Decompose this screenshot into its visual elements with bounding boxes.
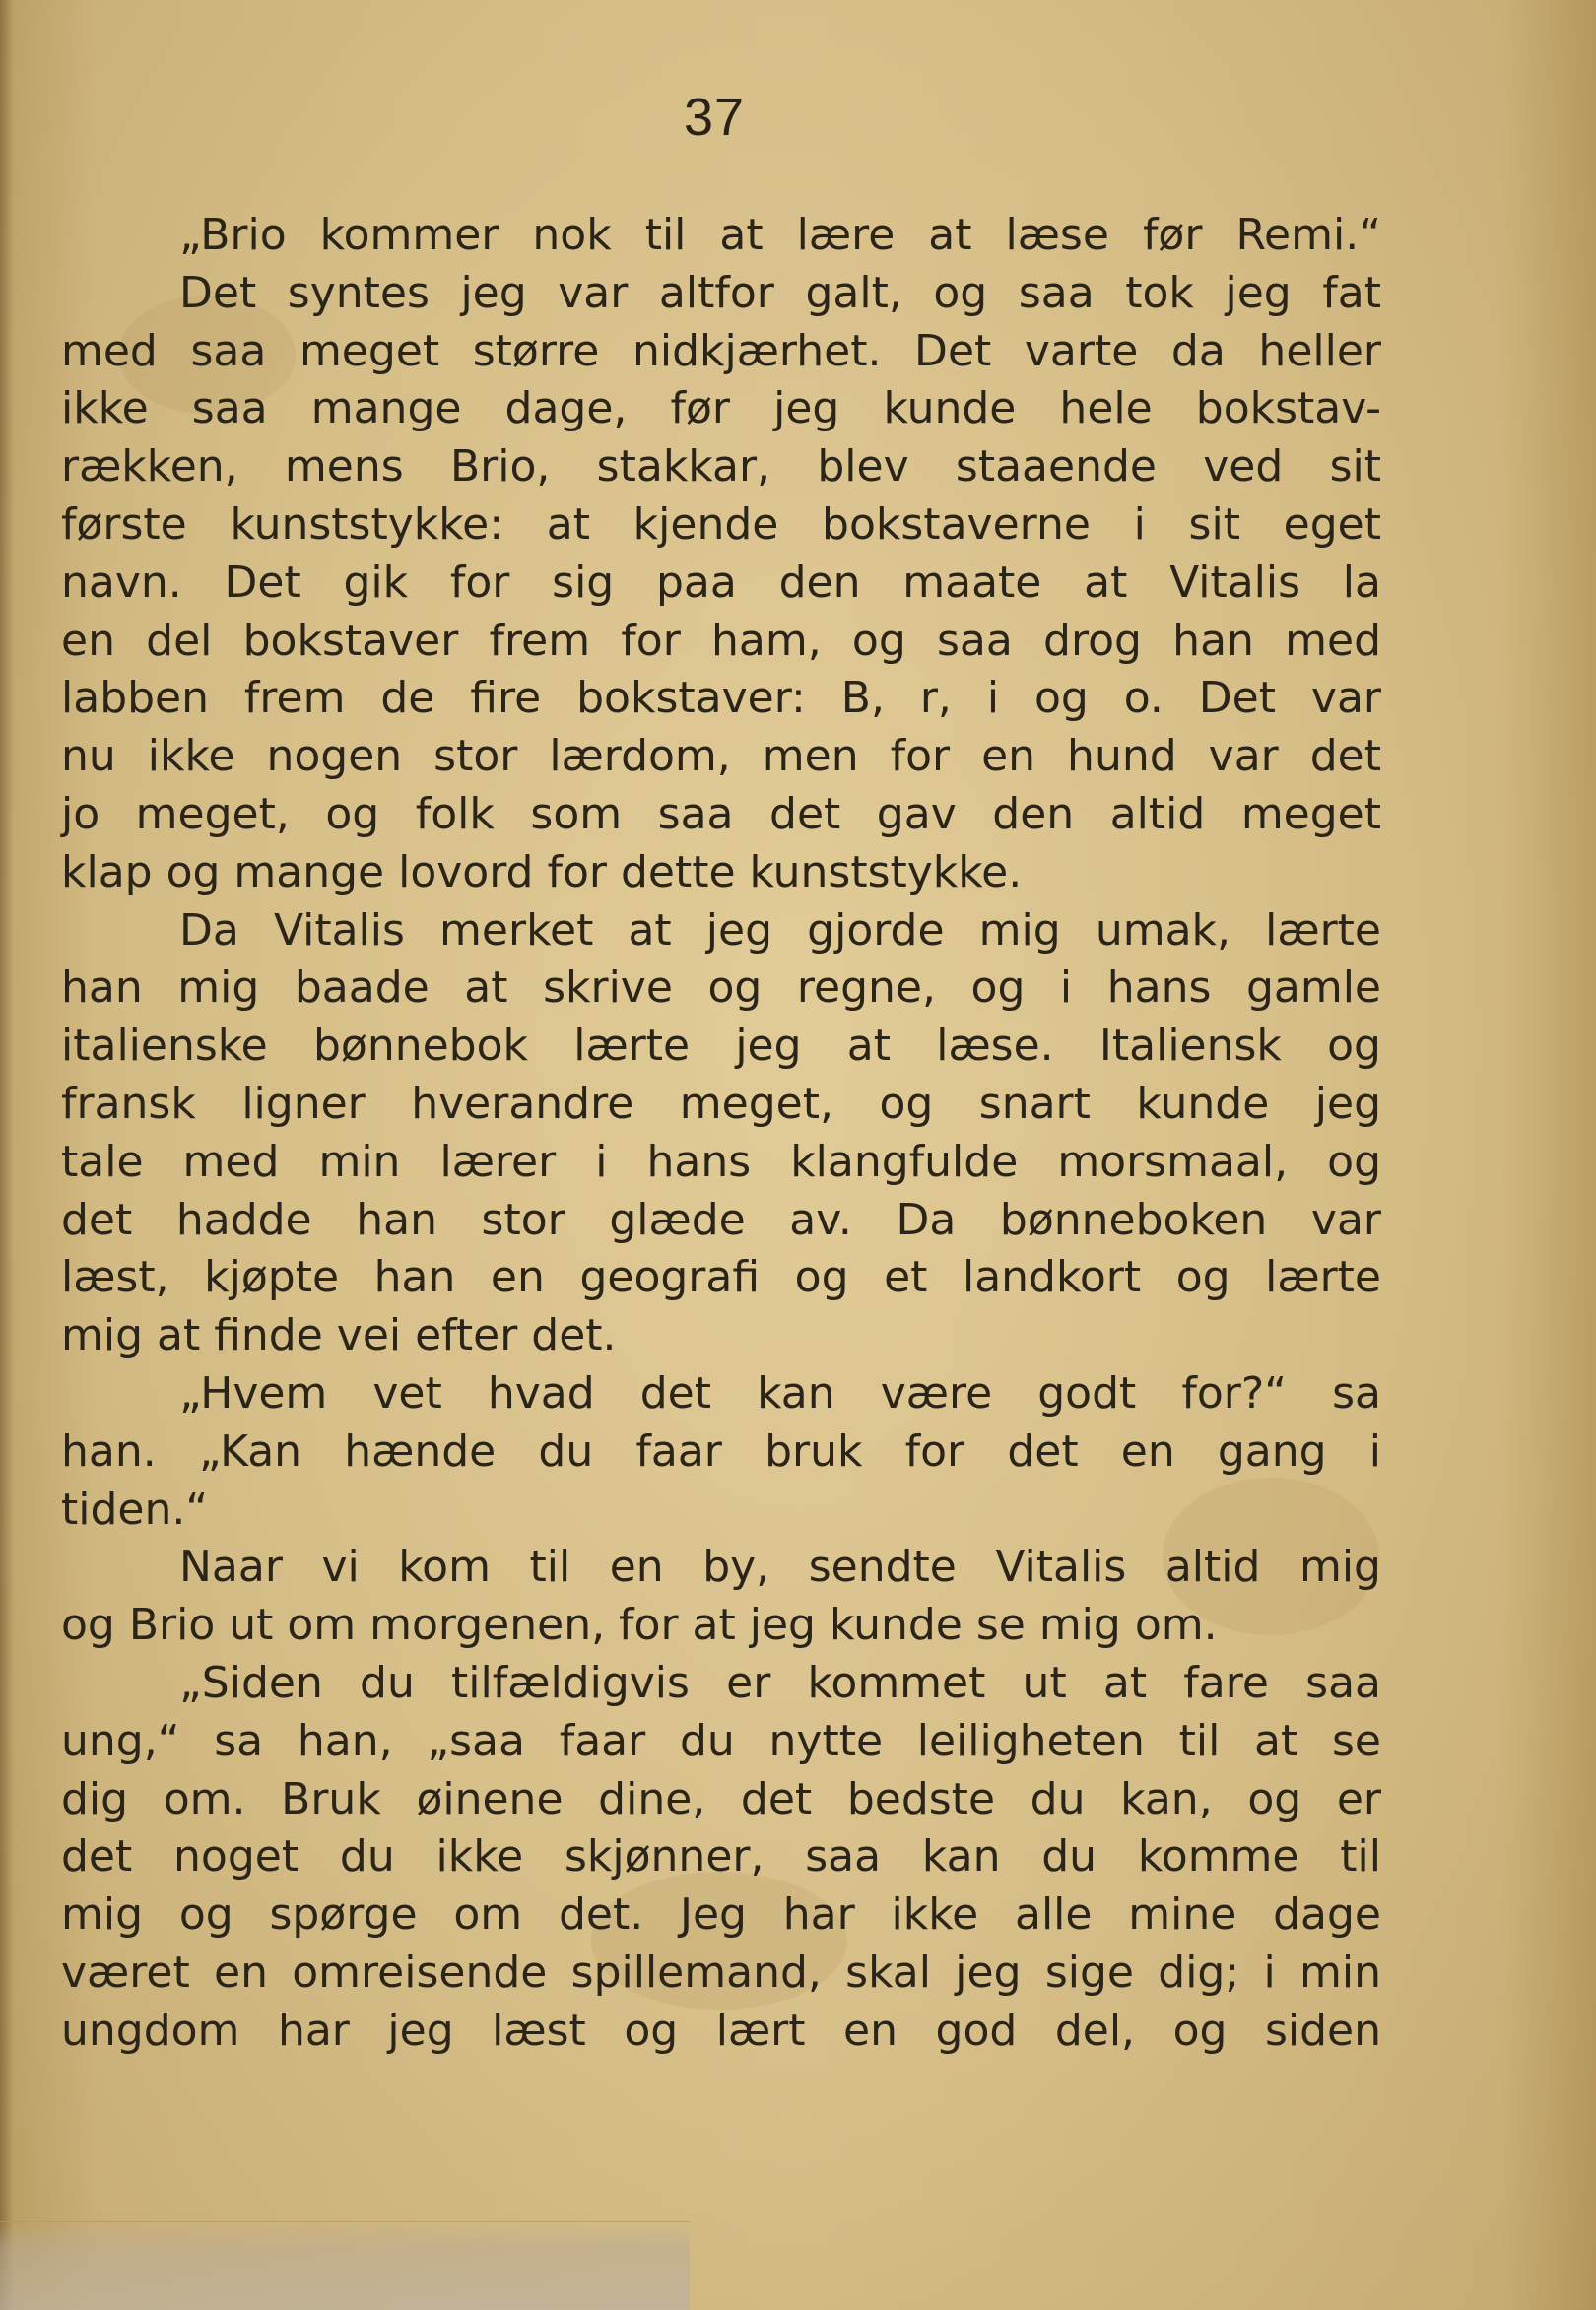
text-line: Naar vi kom til en by, sendte Vitalis altid mig — [179, 1542, 1381, 1593]
text-line: mig at finde vei efter det. — [61, 1310, 617, 1361]
text-line: det hadde han stor glæde av. Da bønneboken var — [61, 1194, 1381, 1245]
text-line: været en omreisende spillemand, skal jeg sige dig; i min — [61, 1947, 1381, 1998]
text-line: „Hvem vet hvad det kan være godt for?“ sa — [179, 1367, 1381, 1419]
text-line: mig og spørge om det. Jeg har ikke alle mine dage — [61, 1889, 1381, 1941]
text-line: tiden.“ — [61, 1484, 209, 1535]
text-line: tale med min lærer i hans klangfulde morsmaal, og — [61, 1136, 1381, 1187]
text-line: Da Vitalis merket at jeg gjorde mig umak, lærte — [179, 904, 1381, 956]
text-line: han. „Kan hænde du faar bruk for det en gang i — [61, 1425, 1381, 1477]
text-line: og Brio ut om morgenen, for at jeg kunde se mig om. — [61, 1600, 1218, 1651]
text-line: rækken, mens Brio, stakkar, blev staaende ved sit — [61, 441, 1381, 493]
body-text — [61, 207, 1381, 2061]
text-line: læst, kjøpte han en geografi og et landkort og lærte — [61, 1252, 1381, 1303]
text-line: første kunststykke: at kjende bokstaverne i sit eget — [61, 498, 1381, 550]
page-number: 37 — [683, 88, 746, 147]
text-line: han mig baade at skrive og regne, og i hans gamle — [61, 962, 1381, 1014]
text-line: „Brio kommer nok til at lære at læse før Remi.“ — [179, 210, 1381, 260]
text-line: navn. Det gik for sig paa den maate at Vitalis la — [61, 557, 1381, 608]
text-line: ungdom har jeg læst og lært en god del, og siden — [61, 2005, 1381, 2056]
text-line: fransk ligner hverandre meget, og snart kunde jeg — [61, 1078, 1381, 1129]
text-line: „Siden du tilfældigvis er kommet ut at fare saa — [179, 1657, 1381, 1708]
text-line: italienske bønnebok lærte jeg at læse. Italiensk og — [61, 1021, 1381, 1072]
text-line: dig om. Bruk øinene dine, det bedste du kan, og er — [61, 1773, 1381, 1824]
text-line: jo meget, og folk som saa det gav den altid meget — [61, 788, 1381, 839]
text-line: ikke saa mange dage, før jeg kunde hele bokstav- — [61, 383, 1381, 434]
text-line: med saa meget større nidkjærhet. Det varte da heller — [61, 325, 1381, 376]
worn-bottom-edge — [0, 2221, 690, 2310]
text-line: Det syntes jeg var altfor galt, og saa tok jeg fat — [179, 267, 1381, 318]
text-line: nu ikke nogen stor lærdom, men for en hund var det — [61, 731, 1381, 782]
text-line: en del bokstaver frem for ham, og saa drog han med — [61, 615, 1381, 666]
binding-edge-shadow — [0, 0, 14, 2310]
text-line: labben frem de fire bokstaver: B, r, i og o. Det var — [61, 673, 1381, 724]
text-line: det noget du ikke skjønner, saa kan du komme til — [61, 1831, 1381, 1882]
text-line: ung,“ sa han, „saa faar du nytte leiligheten til at se — [61, 1715, 1381, 1766]
text-line: klap og mange lovord for dette kunststykke. — [61, 846, 1023, 897]
